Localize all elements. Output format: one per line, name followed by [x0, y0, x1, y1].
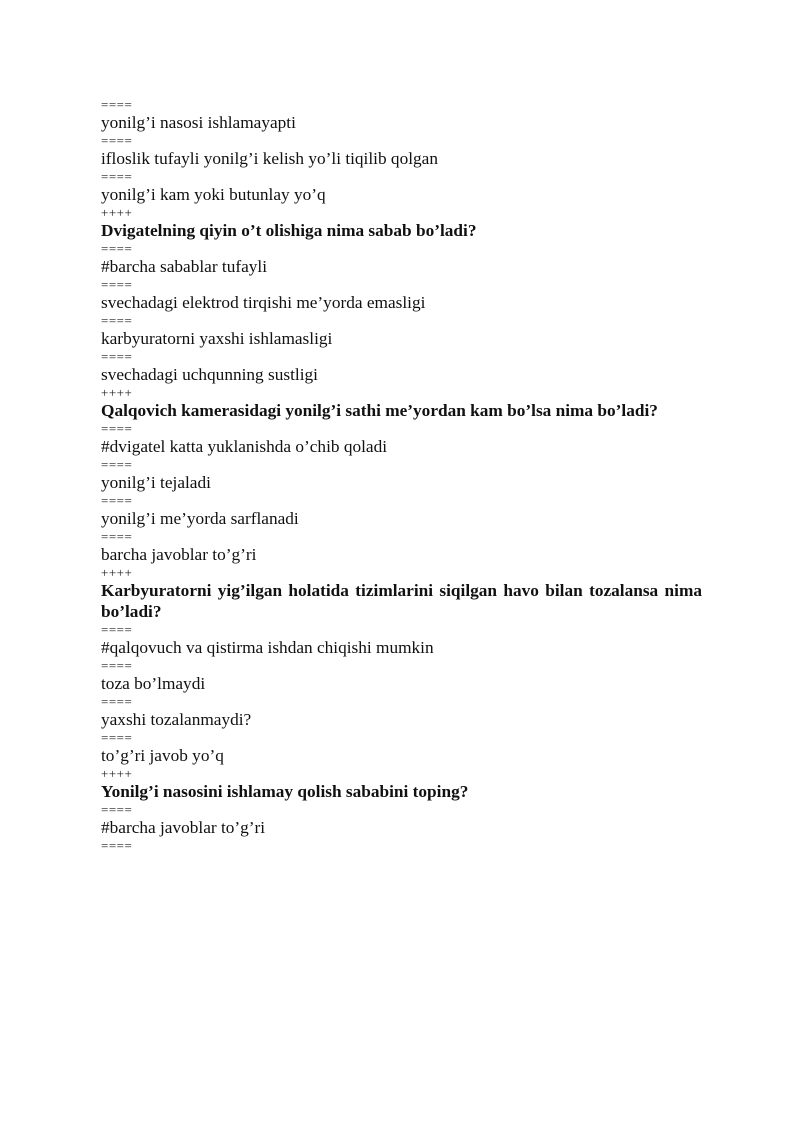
- separator-line: ++++: [101, 766, 133, 781]
- answer-option: yonilg’i nasosi ishlamayapti: [101, 113, 296, 132]
- answer-option: svechadagi uchqunning sustligi: [101, 365, 318, 384]
- document-page: [101, 97, 702, 853]
- separator-line: ====: [101, 694, 133, 709]
- separator-line: ====: [101, 169, 133, 184]
- answer-option: #barcha javoblar to’g’ri: [101, 818, 266, 837]
- separator-line: ====: [101, 133, 133, 148]
- separator-line: ====: [101, 622, 133, 637]
- separator-line: ====: [101, 529, 133, 544]
- answer-option: svechadagi elektrod tirqishi me’yorda emasligi: [101, 293, 426, 312]
- separator-line: ====: [101, 421, 133, 436]
- answer-option: ifloslik tufayli yonilg’i kelish yo’li tiqilib qolgan: [101, 149, 438, 168]
- separator-line: ++++: [101, 385, 133, 400]
- answer-option: #qalqovuch va qistirma ishdan chiqishi mumkin: [101, 638, 434, 657]
- answer-option: yonilg’i me’yorda sarflanadi: [101, 509, 299, 528]
- separator-line: ====: [101, 277, 133, 292]
- answer-option: toza bo’lmaydi: [101, 674, 206, 693]
- separator-line: ====: [101, 457, 133, 472]
- answer-option: yonilg’i tejaladi: [101, 473, 211, 492]
- separator-line: ====: [101, 730, 133, 745]
- answer-option: karbyuratorni yaxshi ishlamasligi: [101, 329, 333, 348]
- answer-option: barcha javoblar to’g’ri: [101, 545, 257, 564]
- separator-line: ++++: [101, 205, 133, 220]
- answer-option: #dvigatel katta yuklanishda o’chib qoladi: [101, 437, 388, 456]
- question-text: Qalqovich kamerasidagi yonilg’i sathi me’yordan kam bo’lsa nima bo’ladi?: [101, 401, 658, 420]
- answer-option: yaxshi tozalanmaydi?: [101, 710, 252, 729]
- question-text: Dvigatelning qiyin o’t olishiga nima sabab bo’ladi?: [101, 221, 477, 240]
- separator-line: ====: [101, 802, 133, 817]
- separator-line: ====: [101, 493, 133, 508]
- separator-line: ====: [101, 838, 133, 853]
- answer-option: #barcha sabablar tufayli: [101, 257, 268, 276]
- separator-line: ====: [101, 241, 133, 256]
- separator-line: ====: [101, 97, 133, 112]
- separator-line: ++++: [101, 565, 133, 580]
- separator-line: ====: [101, 349, 133, 364]
- separator-line: ====: [101, 658, 133, 673]
- answer-option: yonilg’i kam yoki butunlay yo’q: [101, 185, 326, 204]
- question-text: Yonilg’i nasosini ishlamay qolish sababini toping?: [101, 782, 469, 801]
- separator-line: ====: [101, 313, 133, 328]
- question-text: Karbyuratorni yig’ilgan holatida tizimlarini siqilgan havo bilan tozalansa nima bo’ladi?: [101, 581, 702, 621]
- answer-option: to’g’ri javob yo’q: [101, 746, 224, 765]
